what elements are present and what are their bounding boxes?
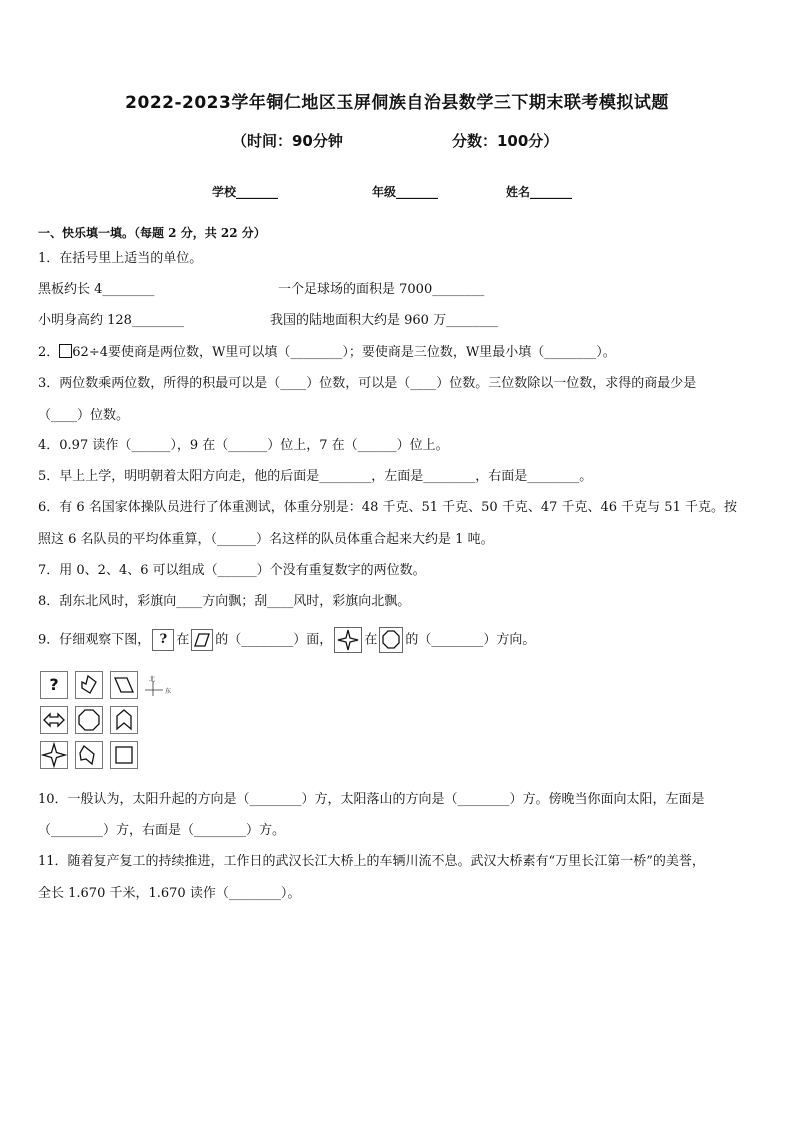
question-1c: 小明身高约 128________ <box>38 313 184 328</box>
irregular-pentagon-icon <box>75 741 103 769</box>
parallelogram-icon <box>191 629 213 651</box>
question-11: 11．随着复产复工的持续推进，工作日的武汉长江大桥上的车辆川流不息。武汉大桥素有“万里长江第一桥”的美誉， <box>38 854 705 869</box>
question-11-cont: 全长 1.670 千米，1.670 读作（________）。 <box>38 886 301 901</box>
section-heading: 一、快乐填一填。（每题 2 分，共 22 分） <box>38 226 266 240</box>
question-10-cont: （________）方，右面是（________）方。 <box>38 823 286 838</box>
question-6: 6．有 6 名国家体操队员进行了体重测试，体重分别是：48 千克、51 千克、50 千克、47 千克、46 千克与 51 千克。按 <box>38 500 737 515</box>
question-9-in2: 在 <box>364 632 378 648</box>
grade-field: 年级_______ <box>372 185 439 199</box>
question-1d: 我国的陆地面积大约是 960 万________ <box>270 313 499 328</box>
question-6-cont: 照这 6 名队员的平均体重算，（______）名这样的队员体重合起来大约是 1 吨。 <box>38 532 494 547</box>
blank-box-icon <box>59 344 72 358</box>
four-point-star-icon <box>40 741 68 769</box>
question-9-in: 在 <box>176 632 190 648</box>
bookmark-pentagon-icon <box>110 706 138 734</box>
school-field: 学校_______ <box>212 185 279 199</box>
question-9 <box>38 627 535 653</box>
compass-rose <box>143 676 175 702</box>
question-1: 1．在括号里上适当的单位。 <box>38 251 203 266</box>
question-10: 10．一般认为，太阳升起的方向是（________）方，太阳落山的方向是（________）方。傍晚当你面向太阳，左面是 <box>38 792 705 807</box>
double-arrow-icon <box>40 706 68 734</box>
question-3: 3．两位数乘两位数，所得的积最可以是（____）位数，可以是（____）位数。三位数除以一位数，求得的商最少是 <box>38 376 697 391</box>
compass-north-label: 北 <box>149 676 156 683</box>
name-field: 姓名_______ <box>506 185 573 199</box>
question-9-prefix: 9．仔细观察下图， <box>38 632 151 648</box>
question-1b: 一个足球场的面积是 7000________ <box>278 282 485 297</box>
question-mark-icon: ? <box>152 629 174 651</box>
question-3-cont: （____）位数。 <box>38 408 130 423</box>
question-7: 7．用 0、2、4、6 可以组成（______）个没有重复数字的两位数。 <box>38 563 426 578</box>
question-8: 8．刮东北风时，彩旗向____方向飘；刮____风时，彩旗向北飘。 <box>38 594 411 609</box>
question-mark-icon: ? <box>40 671 68 699</box>
arrow-shape-icon <box>75 671 103 699</box>
exam-score: 分数：100分） <box>452 132 559 150</box>
question-1a: 黑板约长 4________ <box>38 282 155 297</box>
octagon-icon <box>379 627 403 653</box>
octagon-icon <box>75 706 103 734</box>
square-icon <box>110 741 138 769</box>
question-2 <box>38 344 616 361</box>
question-5: 5．早上上学，明明朝着太阳方向走，他的后面是________，左面是________，右面是________。 <box>38 469 593 484</box>
question-9-end: 的（________）方向。 <box>405 632 536 648</box>
compass-east-label: 东 <box>165 688 172 695</box>
four-point-star-icon <box>334 627 362 653</box>
question-4: 4．0.97 读作（______），9 在（______）位上，7 在（______）位上。 <box>38 438 449 453</box>
question-2-text: 62÷4要使商是两位数，W里可以填（________）；要使商是三位数，W里最小填（________）。 <box>72 345 616 360</box>
page-title: 2022-2023学年铜仁地区玉屏侗族自治县数学三下期末联考模拟试题 <box>125 93 669 113</box>
exam-time: （时间：90分钟 <box>232 132 343 150</box>
parallelogram-icon <box>110 671 138 699</box>
question-2-number: 2． <box>38 345 60 360</box>
question-9-mid: 的（________）面， <box>215 632 333 648</box>
